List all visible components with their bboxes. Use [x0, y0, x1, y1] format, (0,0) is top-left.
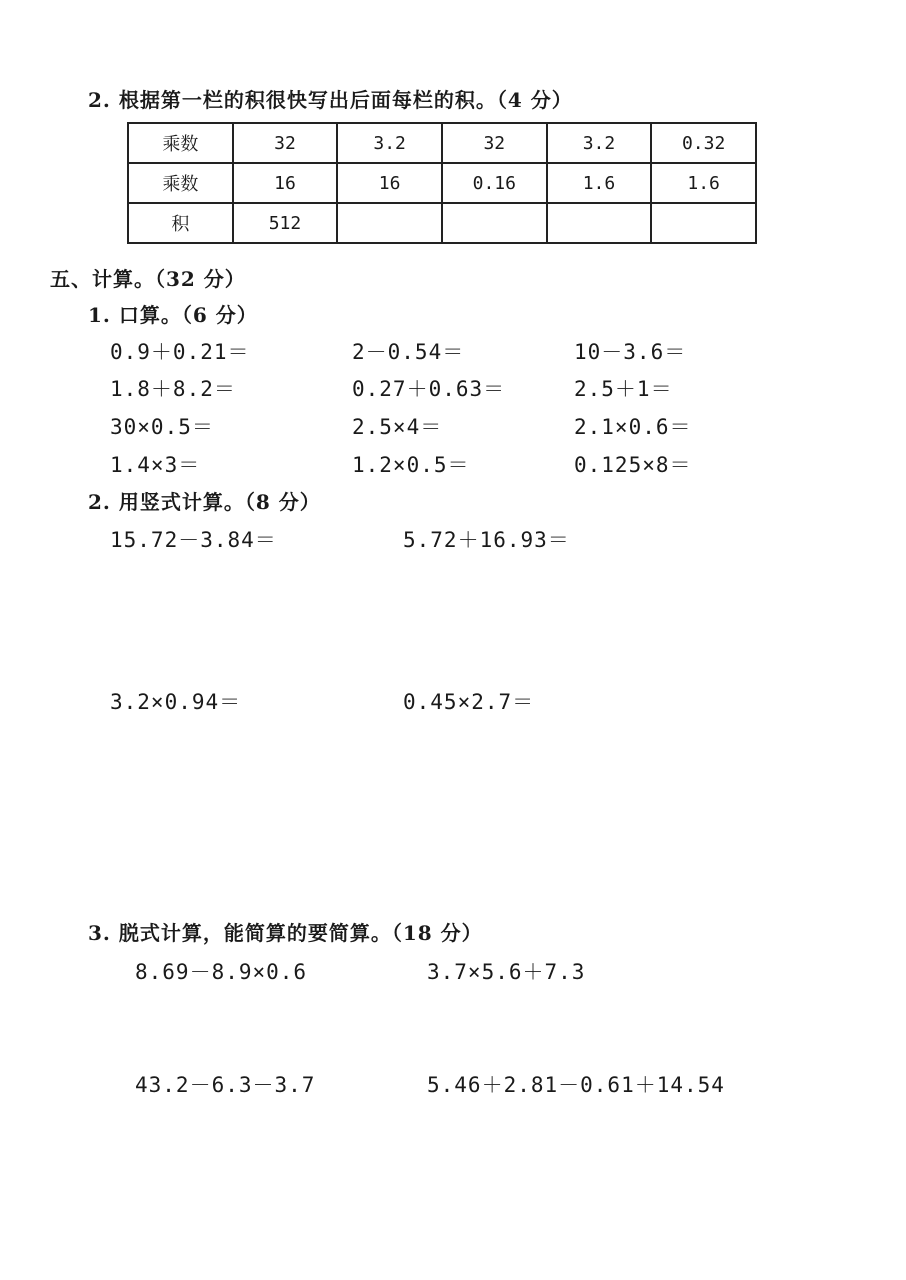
vertical-calc-item: 3.2×0.94＝	[110, 690, 242, 714]
table-cell: 0.16	[442, 163, 547, 203]
table-cell: 3.2	[547, 123, 652, 163]
table-cell: 3.2	[337, 123, 442, 163]
table-cell: 1.6	[547, 163, 652, 203]
table-cell: 32	[233, 123, 338, 163]
table-cell: 16	[337, 163, 442, 203]
table-cell[interactable]	[442, 203, 547, 243]
oral-calc-item: 2.5×4＝	[352, 415, 443, 439]
part1-heading: 1. 口算。（6 分）	[88, 303, 258, 327]
oral-calc-item: 0.125×8＝	[574, 453, 692, 477]
section5-heading: 五、计算。（32 分）	[50, 267, 246, 291]
product-table	[127, 122, 757, 244]
oral-calc-item: 2.5＋1＝	[574, 377, 673, 401]
oral-calc-item: 0.9＋0.21＝	[110, 340, 250, 364]
table-cell: 1.6	[651, 163, 756, 203]
oral-calc-item: 1.8＋8.2＝	[110, 377, 236, 401]
table-cell: 512	[233, 203, 338, 243]
oral-calc-item: 10－3.6＝	[574, 340, 687, 364]
vertical-calc-item: 0.45×2.7＝	[403, 690, 535, 714]
oral-calc-item: 2－0.54＝	[352, 340, 465, 364]
part3-heading: 3. 脱式计算，能简算的要简算。（18 分）	[88, 921, 483, 945]
stepwise-calc-item: 5.46＋2.81－0.61＋14.54	[427, 1073, 725, 1097]
table-cell: 0.32	[651, 123, 756, 163]
table-cell: 16	[233, 163, 338, 203]
q2-heading: 2. 根据第一栏的积很快写出后面每栏的积。（4 分）	[88, 88, 573, 112]
table-cell[interactable]	[337, 203, 442, 243]
table-cell[interactable]	[547, 203, 652, 243]
oral-calc-item: 1.2×0.5＝	[352, 453, 470, 477]
row-label: 乘数	[128, 163, 233, 203]
oral-calc-item: 0.27＋0.63＝	[352, 377, 506, 401]
oral-calc-item: 1.4×3＝	[110, 453, 201, 477]
table-row	[128, 123, 756, 163]
vertical-calc-item: 5.72＋16.93＝	[403, 528, 570, 552]
table-cell: 32	[442, 123, 547, 163]
row-label: 积	[128, 203, 233, 243]
oral-calc-item: 30×0.5＝	[110, 415, 214, 439]
stepwise-calc-item: 3.7×5.6＋7.3	[427, 960, 586, 984]
table-row	[128, 203, 756, 243]
part2-heading: 2. 用竖式计算。（8 分）	[88, 490, 321, 514]
stepwise-calc-item: 43.2－6.3－3.7	[135, 1073, 316, 1097]
stepwise-calc-item: 8.69－8.9×0.6	[135, 960, 308, 984]
table-row	[128, 163, 756, 203]
table-cell[interactable]	[651, 203, 756, 243]
vertical-calc-item: 15.72－3.84＝	[110, 528, 277, 552]
oral-calc-item: 2.1×0.6＝	[574, 415, 692, 439]
row-label: 乘数	[128, 123, 233, 163]
